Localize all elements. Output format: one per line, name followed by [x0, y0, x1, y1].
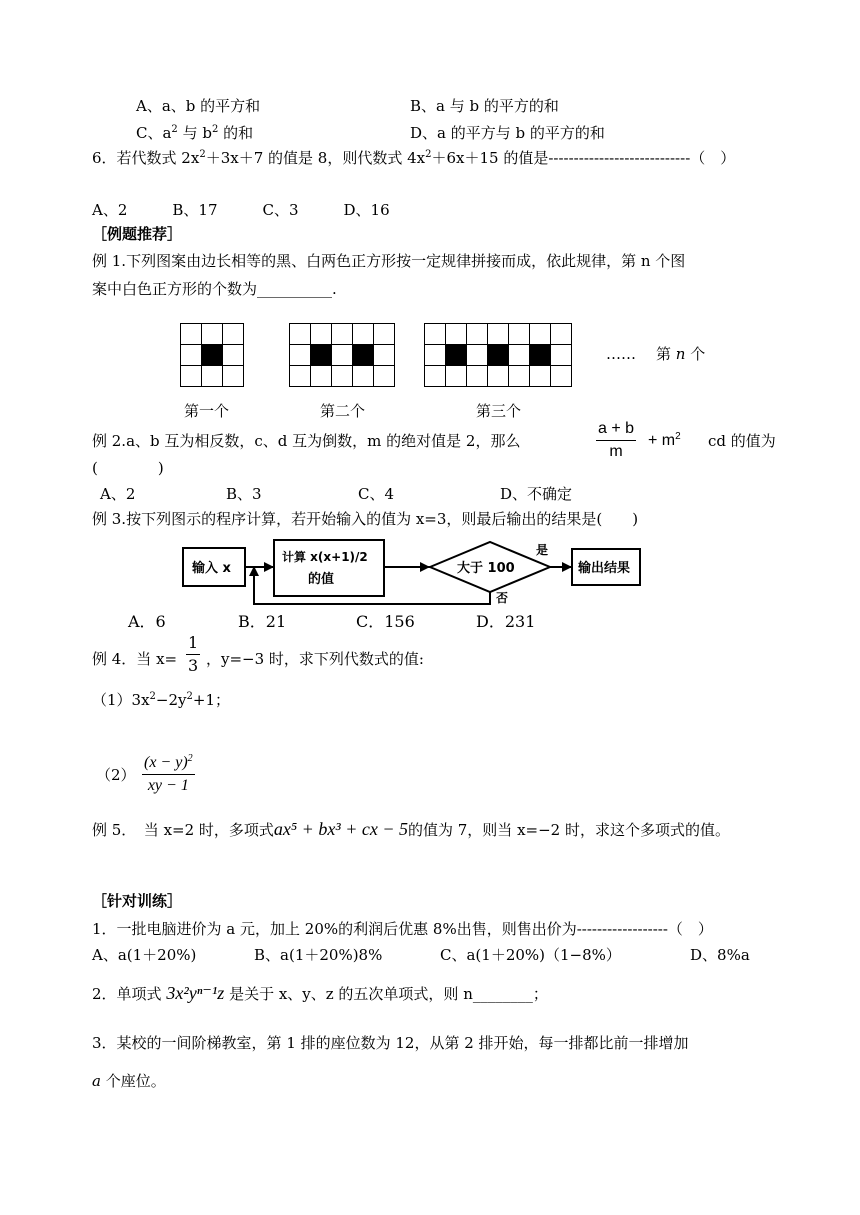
t1-question: 1．一批电脑进价为 a 元，加上 20%的利润后优惠 8%出售，则售出价为------------------（ ） — [92, 920, 713, 938]
ex4-item-1: $(1)3x^2-2y^2+1$； — [92, 691, 231, 709]
flow-condition-label: 大于 100 — [457, 561, 515, 576]
ex2-m-squared: + $m^2$ — [648, 431, 681, 449]
q5-option-c: C、$a^2$ 与 $b^2$ 的和 — [136, 124, 254, 142]
ex2-answer-paren: ( ) — [92, 459, 164, 477]
ex2-fraction: $\frac{a + b}{m}$ — [598, 420, 635, 460]
ex1-pattern-2 — [289, 323, 395, 387]
t2-question: 2．单项式 3x²yⁿ⁻¹z 是关于 x、y、z 的五次单项式，则 n________； — [92, 983, 548, 1003]
t3-line2: a 个座位。 — [92, 1072, 166, 1090]
ex4-fraction-one-third: $\frac{1}{3}$ — [188, 633, 199, 675]
ex2-option-c: C、4 — [358, 485, 395, 503]
ex4-item-2-fraction: $\frac{(x - y)^2}{xy - 1}$ — [144, 753, 193, 794]
ex4-item-2-label: （2） — [96, 766, 136, 784]
q5-option-a: A、a、b 的平方和 — [136, 97, 261, 115]
ex3-option-a: A．6 — [128, 612, 166, 631]
ex3-option-c: C．156 — [356, 612, 415, 631]
ex1-line2: 案中白色正方形的个数为__________. — [92, 280, 337, 298]
ex4-post: ，y=−3 时，求下列代数式的值: — [206, 650, 424, 668]
flow-output-label: 输出结果 — [578, 561, 631, 576]
q5-option-d: D、a 的平方与 b 的平方的和 — [410, 124, 605, 142]
section-heading-examples: ［例题推荐］ — [92, 225, 183, 243]
q6-options: A、2 B、17 C、3 D、16 — [92, 201, 390, 219]
ex3-option-b: B．21 — [238, 612, 287, 631]
ex3-flowchart — [180, 530, 650, 610]
flow-calc-label-1: 计算 x(x+1)/2 — [282, 550, 368, 564]
flow-yes-label: 是 — [536, 543, 549, 557]
ex2-question: 例 2.a、b 互为相反数，c、d 互为倒数，m 的绝对值是 2，那么 — [92, 432, 521, 450]
ex1-pattern-1 — [180, 323, 244, 387]
ex1-label-3: 第三个 — [476, 402, 522, 420]
t1-option-b: B、a(1＋20%)8% — [254, 946, 383, 964]
section-heading-training: ［针对训练］ — [92, 892, 183, 910]
ex2-cd-tail: cd 的值为 — [708, 432, 776, 450]
ex3-question: 例 3.按下列图示的程序计算，若开始输入的值为 x=3，则最后输出的结果是( ) — [92, 510, 639, 528]
t1-option-c: C、a(1＋20%)（1−8%） — [440, 946, 621, 964]
ex2-option-b: B、3 — [226, 485, 262, 503]
ex1-pattern-3 — [424, 323, 572, 387]
flow-calc-box — [274, 540, 384, 596]
ex4-pre: 例 4．当 x= — [92, 650, 178, 668]
flow-no-label: 否 — [496, 591, 509, 605]
t1-option-d: D、8%a — [690, 946, 750, 964]
ex2-option-d: D、不确定 — [500, 485, 573, 503]
ex1-label-2: 第二个 — [320, 402, 366, 420]
q6-question: 6．若代数式 $2x^2+3x+7$ 的值是 8，则代数式 $4x^2+6x+15$ 的值是----------------------------（ ） — [92, 149, 736, 167]
ex1-line1: 例 1.下列图案由边长相等的黑、白两色正方形按一定规律拼接而成，依此规律，第 n 个图 — [92, 252, 686, 270]
ex5-question: 例 5． 当 x=2 时，多项式ax⁵ + bx³ + cx − 5的值为 7，则当 x=−2 时，求这个多项式的值。 — [92, 819, 730, 839]
ex3-option-d: D．231 — [476, 612, 536, 631]
t3-line1: 3．某校的一间阶梯教室，第 1 排的座位数为 12，从第 2 排开始，每一排都比前一排增加 — [92, 1034, 689, 1052]
ex1-label-1: 第一个 — [184, 402, 230, 420]
t1-option-a: A、a(1＋20%) — [92, 946, 197, 964]
flow-calc-label-2: 的值 — [308, 572, 335, 587]
flow-input-label: 输入 x — [192, 561, 231, 576]
ex1-nth-label: 第 n 个 — [656, 345, 706, 363]
ex2-option-a: A、2 — [100, 485, 136, 503]
q5-option-b: B、a 与 b 的平方的和 — [410, 97, 559, 115]
ex1-ellipsis: …… — [606, 345, 636, 363]
